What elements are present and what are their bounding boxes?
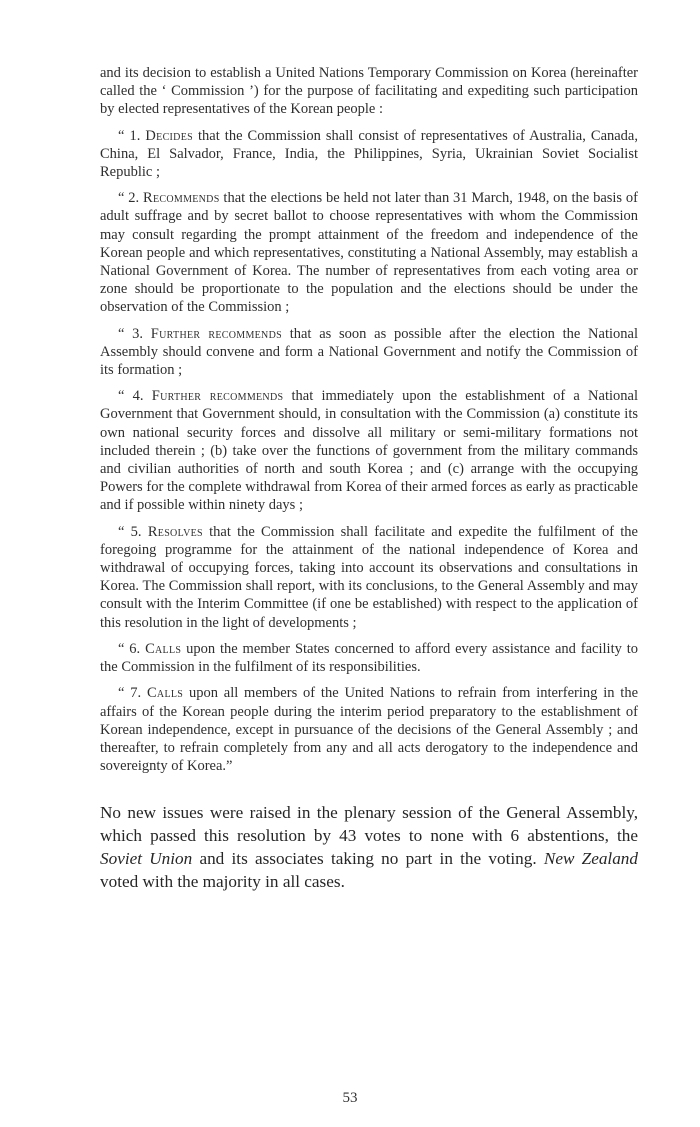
resolution-quote [100, 64, 638, 775]
item-keyword: Recommends [143, 190, 220, 207]
resolution-item-3: “ 3. Further recommends that as soon as possible after the election the National Assembly should convene and form a National Government and notify the Commission of its formation ; [100, 325, 638, 379]
item-keyword: Further recommends [150, 325, 282, 342]
page-number: 53 [342, 1090, 358, 1106]
resolution-item-7: “ 7. Calls upon all members of the United Nations to refrain from interfering in the affairs of the Korean people during the interim period preparatory to the establishment of Korean independence, except in pursuance of the decisions of the General Assembly ; and thereafter, to refrain completely from any and all acts derogatory to the independence and sovereignty of Korea.” [100, 685, 639, 775]
new-zealand-emphasis: New Zealand [543, 849, 638, 869]
resolution-opening: and its decision to establish a United Nations Temporary Commission on Korea (hereinafter called the ‘ Commission ’) for the purpose of facilitating and expediting such participation by elected representatives of the Korean people : [100, 65, 638, 118]
item-keyword: Resolves [147, 523, 203, 540]
item-keyword: Calls [145, 640, 182, 657]
item-keyword: Calls [146, 685, 184, 702]
resolution-item-1: “ 1. Decides that the Commission shall consist of representatives of Australia, Canada, China, El Salvador, France, India, the Philippines, Syria, Ukrainian Soviet Socialist Republic ; [100, 127, 638, 181]
resolution-item-4: “ 4. Further recommends that immediately upon the establishment of a National Government that Government should, in consultation with the Commission (a) constitute its own national security forces and dissolve all military or semi-military formations not included therein ; (b) take over the functions of government from the military commands and civilian authorities of north and south Korea ; and (c) arrange with the occupying Powers for the complete withdrawal from Korea of their armed forces as early as practicable and if possible within ninety days ; [100, 388, 638, 514]
closing-paragraph: No new issues were raised in the plenary session of the General Assembly, which passed this resolution by 43 votes to none with 6 abstentions, the Soviet Union and its associates taking no part in the voting. New Zealand voted with the majority in all cases. [100, 803, 638, 892]
soviet-union-emphasis: Soviet Union [100, 849, 193, 869]
item-keyword: Further recommends [151, 388, 284, 405]
resolution-item-6: “ 6. Calls upon the member States concerned to afford every assistance and facility to the Commission in the fulfilment of its responsibilities. [100, 640, 639, 676]
resolution-item-5: “ 5. Resolves that the Commission shall facilitate and expedite the fulfilment of the foregoing programme for the attainment of the national independence of Korea and withdrawal of occupying forces, taking into account its observations and consultations in Korea. The Commission shall report, with its conclusions, to the General Assembly and may consult with the Interim Committee (if one be established) with respect to the application of this resolution in the light of developments ; [100, 523, 638, 631]
item-keyword: Decides [145, 127, 193, 144]
resolution-item-2: “ 2. Recommends that the elections be held not later than 31 March, 1948, on the basis of adult suffrage and by secret ballot to choose representatives with whom the Commission may consult regarding the prompt attainment of the freedom and independence of the Korean people and which representatives, constituting a National Assembly, may establish a National Government of Korea. The number of representatives from each voting area or zone should be proportionate to the population and the elections should be under the observation of the Commission ; [100, 190, 639, 316]
